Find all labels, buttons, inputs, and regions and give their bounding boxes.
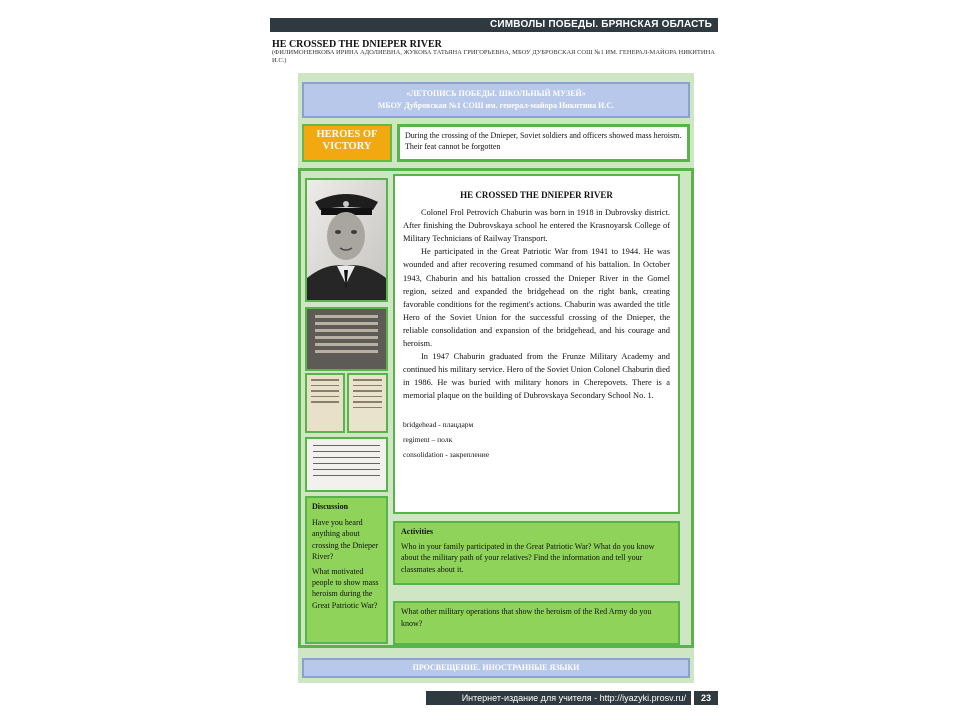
activities-text: Who in your family participated in the Great Patriotic War? What do you know about the military path of your relatives? Find the information and tell your classmates about it. [401,541,655,574]
activities-heading: Activities [401,527,433,536]
doc-line [353,390,382,392]
activities-box [393,521,680,585]
heroes-label-line2: VICTORY [322,141,372,152]
plaque-line [315,329,378,332]
plaque-line [315,322,378,325]
memorial-plaque-photo [305,307,388,371]
school-name: МБОУ Дубровская №1 СОШ им. генерал-майора Никитина И.С. [377,101,615,110]
intro-text: During the crossing of the Dnieper, Soviet soldiers and officers showed mass heroism. Their feat cannot be forgotten [397,124,690,162]
museum-header [302,82,690,118]
doc-line [353,407,382,409]
doc-line [313,451,380,452]
plaque-line [315,336,378,339]
document-photo-3 [305,437,388,492]
discussion-box [305,496,388,644]
museum-title: «ЛЕТОПИСЬ ПОБЕДЫ. ШКОЛЬНЫЙ МУЗЕЙ» [406,89,586,98]
plaque-line [315,350,378,353]
discussion-question-1: Have you heard anything about crossing the Dnieper River? [312,518,379,561]
hero-portrait-photo [305,178,388,302]
doc-line [313,445,380,446]
heroes-label-line1: HEROES OF [316,129,378,140]
article-box [393,174,680,514]
portrait-illustration [307,180,386,300]
document-photo-1 [305,373,345,433]
operations-question: What other military operations that show the heroism of the Red Army do you know? [393,601,680,645]
doc-line [313,469,380,470]
publisher-footer: ПРОСВЕЩЕНИЕ. ИНОСТРАННЫЕ ЯЗЫКИ [302,658,690,678]
doc-line [353,396,382,398]
doc-line [311,379,339,381]
doc-line [353,385,382,387]
glossary [403,417,670,462]
authors-line: (ФИЛИМОНЕНКОВА ИРИНА АДОЛИЕВНА, ЖУКОВА ТАТЬЯНА ГРИГОРЬЕВНА, МБОУ ДУБРОВСКАЯ СОШ №1 ИМ. ГЕНЕРАЛ-МАЙОРА НИКИТИНА И.С.) [272,49,715,64]
discussion-question-2: What motivated people to show mass heroism during the Great Patriotic War? [312,567,379,610]
section-banner: СИМВОЛЫ ПОБЕДЫ. БРЯНСКАЯ ОБЛАСТЬ [270,18,718,32]
doc-line [311,396,339,398]
glossary-item: bridgehead - плацдарм [403,419,474,429]
article-paragraph-1: Colonel Frol Petrovich Chaburin was born in 1918 in Dubrovsky district. After finishing the Dubrovskaya school he entered the Krasnoyarsk College of Military Technicians of Railway Transport. [403,208,670,244]
plaque-line [315,315,378,318]
document-photo-2 [347,373,388,433]
discussion-heading: Discussion [312,502,349,511]
doc-line [353,379,382,381]
site-link[interactable]: Интернет-издание для учителя - http://iyazyki.prosv.ru/ [426,691,691,705]
doc-line [313,475,380,476]
article-paragraph-2: He participated in the Great Patriotic War from 1941 to 1944. He was wounded and after recovering resumed command of his battalion. In October 1943, Chaburin and his battalion crossed the Dnieper River in the Gomel region, seized and expanded the bridgehead on the right bank, creating favorable conditions for the regiment's actions. Chaburin was awarded the title Hero of the Soviet Union for the successful crossing of the Dnieper, the reliable consolidation and expansion of the bridgehead, and his courage and heroism. [403,247,670,349]
plaque-line [315,343,378,346]
article-paragraph-3: In 1947 Chaburin graduated from the Frunze Military Academy and continued his military service. Hero of the Soviet Union Colonel Chaburin died in 1986. He was buried with military honors in Cherepovets. There is a memorial plaque on the building of Dubrovskaya Secondary School No. 1. [403,352,670,401]
article-title: HE CROSSED THE DNIEPER RIVER [460,190,613,200]
doc-line [311,385,339,387]
doc-line [311,390,339,392]
page-title: HE CROSSED THE DNIEPER RIVER [272,39,442,50]
glossary-item: consolidation - закрепление [403,449,490,459]
doc-line [353,401,382,403]
doc-line [313,457,380,458]
page-number: 23 [694,691,718,705]
glossary-item: regiment – полк [403,434,453,444]
doc-line [313,463,380,464]
doc-line [311,401,339,403]
heroes-label [302,124,392,162]
